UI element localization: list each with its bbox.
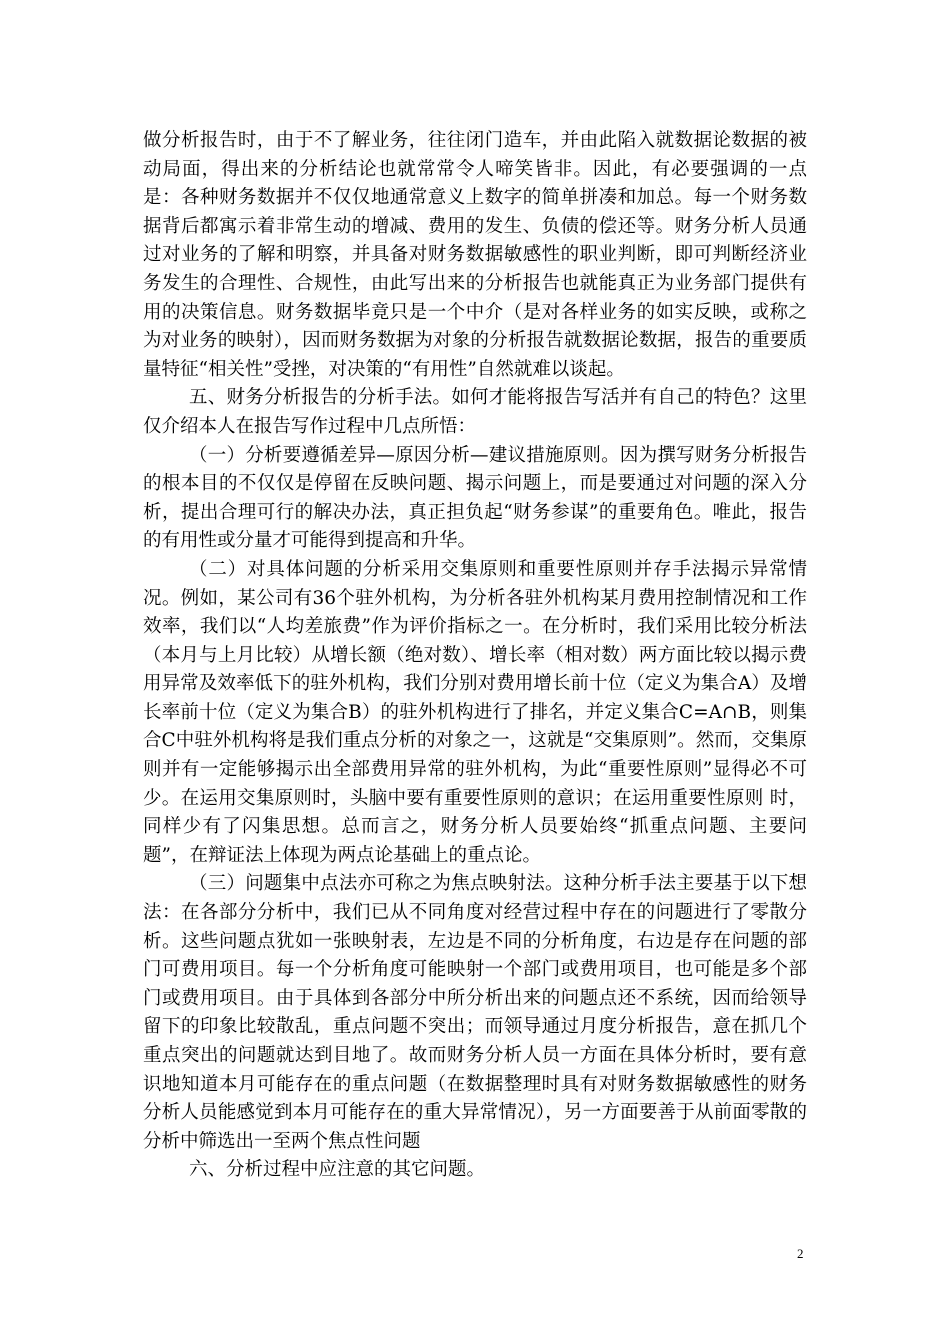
paragraph-section-five-heading: 五、财务分析报告的分析手法。如何才能将报告写活并有自己的特色？这里仅介绍本人在报告写作过程中几点所悟： xyxy=(143,387,807,437)
paragraph-business-context: 做分析报告时，由于不了解业务，往往闭门造车，并由此陷入就数据论数据的被动局面，得出来的分析结论也就常常令人啼笑皆非。因此，有必要强调的一点是：各种财务数据并不仅仅地通常意义上数字的简单拼凑和加总。每一个财务数据背后都寓示着非常生动的增减、费用的发生、负债的偿还等。财务分析人员通过对业务的了解和明察，并具备对财务数据敏感性的职业判断，即可判断经济业务发生的合理性、合规性，由此写出来的分析报告也就能真正为业务部门提供有用的决策信息。财务数据毕竟只是一个中介（是对各样业务的如实反映，或称之为对业务的映射），因而财务数据为对象的分析报告就数据论数据，报告的重要质量特征“相关性”受挫，对决策的“有用性”自然就难以谈起。 xyxy=(143,130,807,380)
paragraph-method-three: （三）问题集中点法亦可称之为焦点映射法。这种分析手法主要基于以下想法：在各部分分析中，我们已从不同角度对经营过程中存在的问题进行了零散分析。这些问题点犹如一张映射表，左边是不同的分析角度，右边是存在问题的部门可费用项目。每一个分析角度可能映射一个部门或费用项目，也可能是多个部门或费用项目。由于具体到各部分中所分析出来的问题点还不系统，因而给领导留下的印象比较散乱，重点问题不突出；而领导通过月度分析报告，意在抓几个重点突出的问题就达到目地了。故而财务分析人员一方面在具体分析时，要有意识地知道本月可能存在的重点问题（在数据整理时具有对财务数据敏感性的财务分析人员能感觉到本月可能存在的重大异常情况），另一方面要善于从前面零散的分析中筛选出一至两个焦点性问题 xyxy=(143,873,807,1152)
paragraph-section-six-heading: 六、分析过程中应注意的其它问题。 xyxy=(189,1159,486,1181)
paragraph-method-two: （二）对具体问题的分析采用交集原则和重要性原则并存手法揭示异常情况。例如，某公司有36个驻外机构，为分析各驻外机构某月费用控制情况和工作效率，我们以“人均差旅费”作为评价指标之一。在分析时，我们采用比较分析法（本月与上月比较）从增长额（绝对数）、增长率（相对数）两方面比较以揭示费用异常及效率低下的驻外机构，我们分别对费用增长前十位（定义为集合A）及增长率前十位（定义为集合B）的驻外机构进行了排名，并定义集合C=A∩B，则集合C中驻外机构将是我们重点分析的对象之一，这就是“交集原则”。然而，交集原则并有一定能够揭示出全部费用异常的驻外机构，为此“重要性原则”显得必不可少。在运用交集原则时，头脑中要有重要性原则的意识；在运用重要性原则 时，同样少有了闪集思想。总而言之，财务分析人员要始终“抓重点问题、主要问题”，在辩证法上体现为两点论基础上的重点论。 xyxy=(143,558,807,866)
paragraph-method-one: （一）分析要遵循差异—原因分析—建议措施原则。因为撰写财务分析报告的根本目的不仅仅是停留在反映问题、揭示问题上，而是要通过对问题的深入分析，提出合理可行的解决办法，真正担负起“财务参谋”的重要角色。唯此，报告的有用性或分量才可能得到提高和升华。 xyxy=(143,444,807,552)
page-number: 2 xyxy=(797,1246,804,1261)
document-body xyxy=(143,127,807,1185)
